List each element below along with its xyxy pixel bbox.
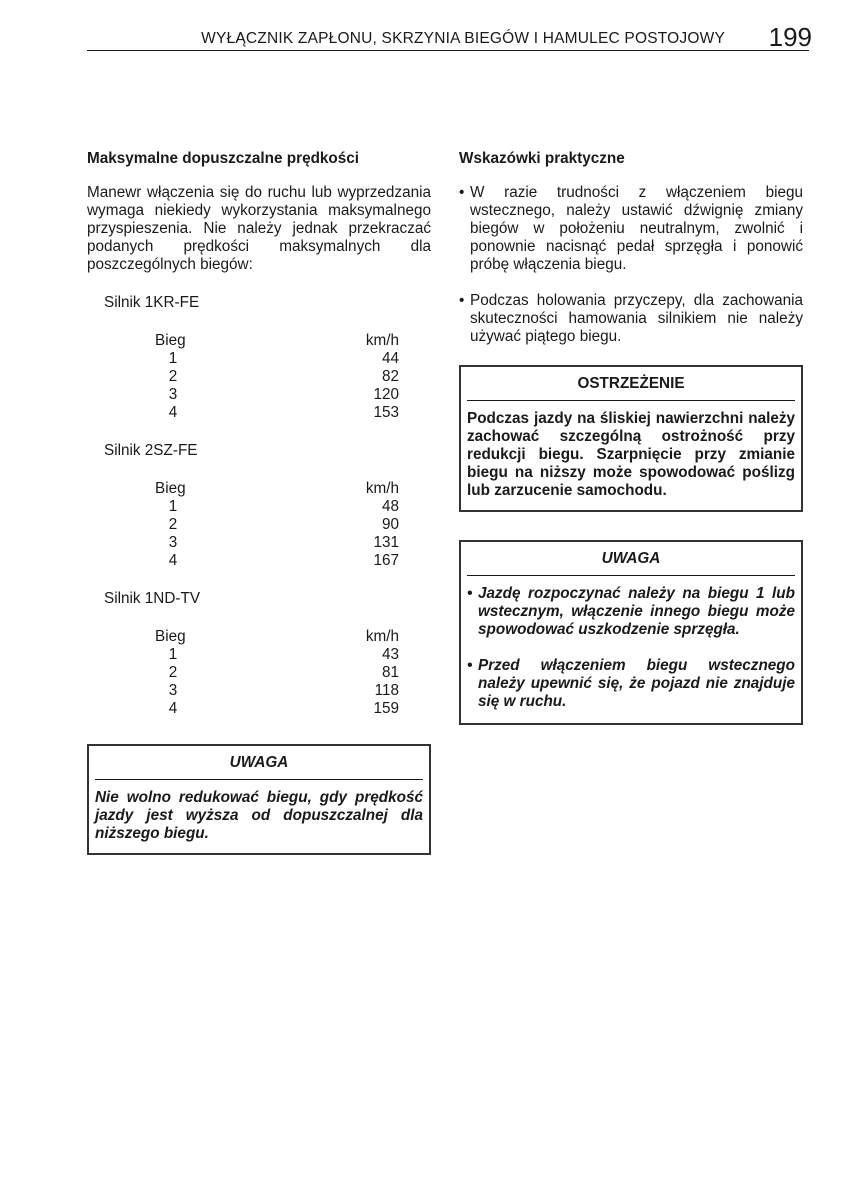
- table-row: [155, 516, 399, 534]
- gear-value: 4: [168, 700, 178, 717]
- speed-value: 120: [373, 386, 399, 403]
- speed-value: 167: [373, 552, 399, 569]
- notice-box-left: [87, 744, 431, 855]
- gear-value: 4: [168, 552, 178, 569]
- table-row: [155, 664, 399, 682]
- table-row: [155, 682, 399, 700]
- table-header-row: [155, 332, 399, 350]
- table-row: [155, 646, 399, 664]
- speed-value: 82: [381, 368, 399, 385]
- speed-value: 48: [381, 498, 399, 515]
- column-header-gear: Bieg: [155, 332, 186, 349]
- warning-text: Podczas jazdy na śliskiej nawierzchni należy zachować szczególną ostrożność przy redukcji biegu. Szarpnięcie przy zmianie biegu na niższy może spowodować poślizg lub zarzucenie samochodu.: [467, 410, 795, 499]
- table-row: [155, 386, 399, 404]
- notice-box-right: [459, 540, 803, 725]
- engine-name: Silnik 1ND-TV: [104, 590, 201, 607]
- column-header-speed: km/h: [365, 332, 399, 349]
- engine-block-1kr-fe: [104, 294, 431, 422]
- tip-text: W razie trudności z włączeniem biegu wstecznego, należy ustawić dźwignię zmiany biegów w położeniu neutralnym, zwolnić i ponownie nacisnąć pedał sprzęgła i ponowić próbę włączenia biegu.: [470, 184, 803, 273]
- table-row: [155, 552, 399, 570]
- notice-item-text: Przed włączeniem biegu wstecznego należy upewnić się, że pojazd nie znajduje się w ruchu.: [478, 657, 795, 710]
- warning-title: OSTRZEŻENIE: [577, 375, 685, 392]
- column-header-gear: Bieg: [155, 628, 186, 645]
- speed-value: 118: [374, 682, 399, 699]
- gear-value: 1: [168, 646, 178, 663]
- section-heading-practical-tips: Wskazówki praktyczne: [459, 150, 625, 167]
- column-header-gear: Bieg: [155, 480, 186, 497]
- table-row: [155, 404, 399, 422]
- gear-value: 2: [168, 368, 178, 385]
- list-item: [459, 184, 803, 274]
- gear-value: 3: [168, 534, 178, 551]
- table-row: [155, 534, 399, 552]
- column-header-speed: km/h: [365, 628, 399, 645]
- notice-divider: [95, 779, 423, 780]
- bullet-icon: •: [459, 184, 465, 201]
- bullet-icon: •: [459, 292, 465, 309]
- section-heading-max-speeds: Maksymalne dopuszczalne prędkości: [87, 150, 360, 167]
- tip-text: Podczas holowania przyczepy, dla zachowania skuteczności hamowania silnikiem nie należy używać piątego biegu.: [470, 292, 803, 345]
- engine-block-2sz-fe: [104, 442, 431, 570]
- list-item: [459, 292, 803, 346]
- notice-title: UWAGA: [601, 550, 661, 567]
- engine-name: Silnik 2SZ-FE: [104, 442, 198, 459]
- speed-value: 159: [373, 700, 399, 717]
- header-divider: [87, 50, 809, 51]
- speed-value: 153: [373, 404, 399, 421]
- table-header-row: [155, 480, 399, 498]
- left-column: [87, 150, 431, 855]
- list-item: [467, 585, 795, 639]
- notice-title: UWAGA: [229, 754, 289, 771]
- notice-divider: [467, 575, 795, 576]
- intro-paragraph: Manewr włączenia się do ruchu lub wyprzedzania wymaga niekiedy wykorzystania maksymalnego przyspieszenia. Nie należy jednak przekraczać podanych prędkości maksymalnych dla poszczególnych biegów:: [87, 184, 431, 273]
- column-header-speed: km/h: [365, 480, 399, 497]
- engine-block-1nd-tv: [104, 590, 431, 718]
- speed-table: [155, 628, 399, 718]
- table-row: [155, 700, 399, 718]
- bullet-icon: •: [467, 657, 473, 674]
- speed-value: 131: [373, 534, 399, 551]
- page-number: 199: [768, 22, 812, 52]
- gear-value: 1: [168, 498, 178, 515]
- speed-value: 90: [381, 516, 399, 533]
- speed-value: 81: [381, 664, 399, 681]
- table-header-row: [155, 628, 399, 646]
- engine-name: Silnik 1KR-FE: [104, 294, 200, 311]
- table-row: [155, 368, 399, 386]
- speed-value: 44: [381, 350, 399, 367]
- right-column: [459, 150, 803, 725]
- gear-value: 1: [168, 350, 178, 367]
- table-row: [155, 350, 399, 368]
- warning-divider: [467, 400, 795, 401]
- bullet-icon: •: [467, 585, 473, 602]
- gear-value: 2: [168, 664, 178, 681]
- gear-value: 4: [168, 404, 178, 421]
- header-title: WYŁĄCZNIK ZAPŁONU, SKRZYNIA BIEGÓW I HAMULEC POSTOJOWY: [201, 30, 725, 47]
- notice-item-text: Jazdę rozpoczynać należy na biegu 1 lub wstecznym, włączenie innego biegu może spowodować uszkodzenie sprzęgła.: [478, 585, 795, 638]
- gear-value: 3: [168, 682, 178, 699]
- table-row: [155, 498, 399, 516]
- list-item: [467, 657, 795, 711]
- warning-box: [459, 365, 803, 512]
- notice-text: Nie wolno redukować biegu, gdy prędkość jazdy jest wyższa od dopuszczalnej dla niższego biegu.: [95, 789, 423, 842]
- speed-table: [155, 332, 399, 422]
- speed-table: [155, 480, 399, 570]
- gear-value: 2: [168, 516, 178, 533]
- gear-value: 3: [168, 386, 178, 403]
- speed-value: 43: [381, 646, 399, 663]
